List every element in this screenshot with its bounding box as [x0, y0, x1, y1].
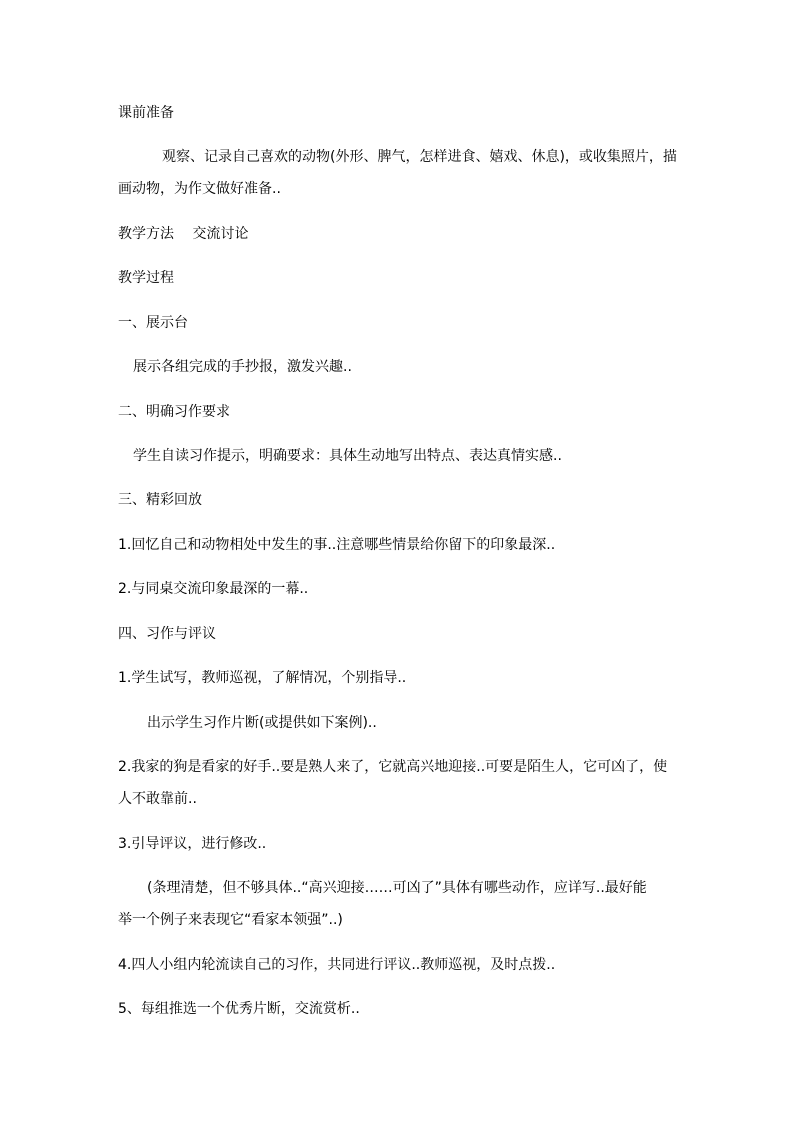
section-4-item-3: 3.引导评议，进行修改.. [118, 836, 267, 852]
teaching-method: 教学方法 交流讨论 [118, 226, 249, 242]
section-3-item-1: 1.回忆自己和动物相处中发生的事..注意哪些情景给你留下的印象最深.. [118, 537, 556, 553]
section-3-title: 三、精彩回放 [118, 492, 202, 508]
section-4-show: 出示学生习作片断(或提供如下案例).. [147, 715, 377, 731]
section-3-item-2: 2.与同桌交流印象最深的一幕.. [118, 581, 309, 597]
prep-line-2: 画动物，为作文做好准备.. [118, 181, 281, 197]
section-4-item-5: 5、每组推选一个优秀片断，交流赏析.. [118, 1001, 360, 1017]
prep-heading: 课前准备 [118, 105, 174, 121]
section-4-item-4: 4.四人小组内轮流读自己的习作，共同进行评议..教师巡视，及时点拨.. [118, 957, 556, 973]
section-4-item-1: 1.学生试写，教师巡视，了解情况，个别指导.. [118, 670, 407, 686]
section-2-text: 学生自读习作提示，明确要求：具体生动地写出特点、表达真情实感.. [133, 448, 562, 464]
teaching-process: 教学过程 [118, 270, 174, 286]
section-4-item-2-line-2: 人不敢靠前.. [118, 791, 197, 807]
section-4-note-line-2: 举一个例子来表现它“看家本领强”..) [118, 912, 343, 928]
prep-line-1: 观察、记录自己喜欢的动物(外形、脾气，怎样进食、嬉戏、休息)，或收集照片，描 [162, 149, 677, 165]
section-2-title: 二、明确习作要求 [118, 404, 230, 420]
section-1-text: 展示各组完成的手抄报，激发兴趣.. [133, 359, 352, 375]
section-4-note-line-1: (条理清楚，但不够具体..“高兴迎接……可凶了”具体有哪些动作，应详写..最好能 [147, 880, 647, 896]
section-4-title: 四、习作与评议 [118, 626, 216, 642]
section-1-title: 一、展示台 [118, 315, 188, 331]
section-4-item-2-line-1: 2.我家的狗是看家的好手..要是熟人来了，它就高兴地迎接..可要是陌生人，它可凶了，使 [118, 759, 668, 775]
